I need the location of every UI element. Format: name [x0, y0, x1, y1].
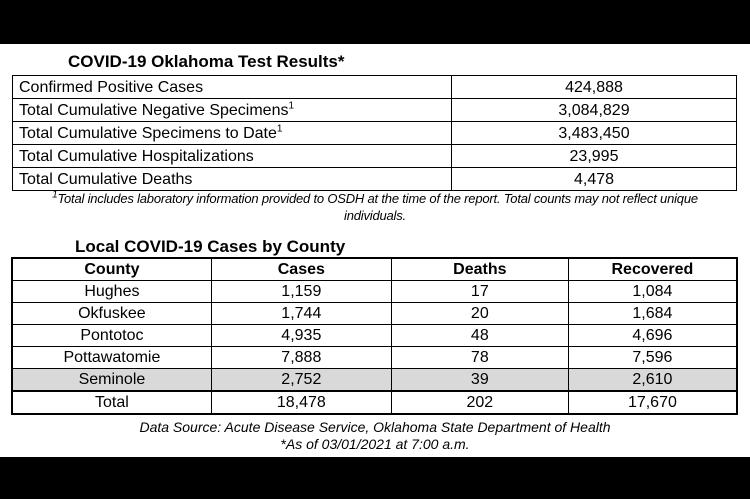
- cases-cell: 1,744: [211, 303, 391, 325]
- cases-cell: 7,888: [211, 347, 391, 369]
- cases-cell: 4,935: [211, 325, 391, 347]
- data-source-footer: [0, 419, 750, 453]
- county-table: [12, 258, 737, 414]
- row-value: 424,888: [452, 76, 737, 99]
- deaths-cell: 78: [391, 347, 568, 369]
- col-header-deaths: Deaths: [391, 259, 568, 281]
- report-page: [0, 44, 750, 457]
- county-cell: Pontotoc: [13, 325, 212, 347]
- table-row: [13, 168, 737, 191]
- county-cell: Okfuskee: [13, 303, 212, 325]
- data-source-text: Data Source: Acute Disease Service, Oklahoma State Department of Health: [139, 419, 611, 435]
- row-label: Total Cumulative Deaths: [13, 168, 452, 191]
- county-cell: Seminole: [13, 369, 212, 392]
- col-header-cases: Cases: [211, 259, 391, 281]
- total-row: [13, 391, 737, 414]
- county-cell: Pottawatomie: [13, 347, 212, 369]
- recovered-cell: 4,696: [568, 325, 736, 347]
- table-row: [13, 76, 737, 99]
- row-label: Total Cumulative Specimens to Date$^1$: [13, 122, 452, 145]
- header-row: [13, 259, 737, 281]
- table-row: [13, 347, 737, 369]
- col-header-county: County: [13, 259, 212, 281]
- row-label: Confirmed Positive Cases: [13, 76, 452, 99]
- total-recovered: 17,670: [568, 391, 736, 414]
- total-cases: 18,478: [211, 391, 391, 414]
- deaths-cell: 48: [391, 325, 568, 347]
- row-value: 23,995: [452, 145, 737, 168]
- footnote: $^1$Total includes laboratory information provided to OSDH at the time of the report. Total counts may not reflect unique individuals.: [52, 189, 698, 223]
- total-label: Total: [13, 391, 212, 414]
- row-label: Total Cumulative Hospitalizations: [13, 145, 452, 168]
- row-value: 4,478: [452, 168, 737, 191]
- row-value: 3,483,450: [452, 122, 737, 145]
- table-row: [13, 99, 737, 122]
- recovered-cell: 1,684: [568, 303, 736, 325]
- recovered-cell: 2,610: [568, 369, 736, 392]
- col-header-recovered: Recovered: [568, 259, 736, 281]
- table-row: [13, 325, 737, 347]
- row-label: Total Cumulative Negative Specimens$^1$: [13, 99, 452, 122]
- cases-cell: 1,159: [211, 281, 391, 303]
- county-cell: Hughes: [13, 281, 212, 303]
- deaths-cell: 39: [391, 369, 568, 392]
- cases-cell: 2,752: [211, 369, 391, 392]
- table-row: [13, 369, 737, 392]
- recovered-cell: 7,596: [568, 347, 736, 369]
- test-results-title: COVID-19 Oklahoma Test Results*: [68, 52, 345, 71]
- county-table-title: Local COVID-19 Cases by County: [75, 237, 346, 256]
- table-row: [13, 145, 737, 168]
- total-deaths: 202: [391, 391, 568, 414]
- recovered-cell: 1,084: [568, 281, 736, 303]
- test-results-table: [12, 75, 737, 191]
- deaths-cell: 20: [391, 303, 568, 325]
- table-row: [13, 303, 737, 325]
- table-row: [13, 122, 737, 145]
- deaths-cell: 17: [391, 281, 568, 303]
- row-value: 3,084,829: [452, 99, 737, 122]
- as-of-text: *As of 03/01/2021 at 7:00 a.m.: [280, 436, 470, 452]
- table-row: [13, 281, 737, 303]
